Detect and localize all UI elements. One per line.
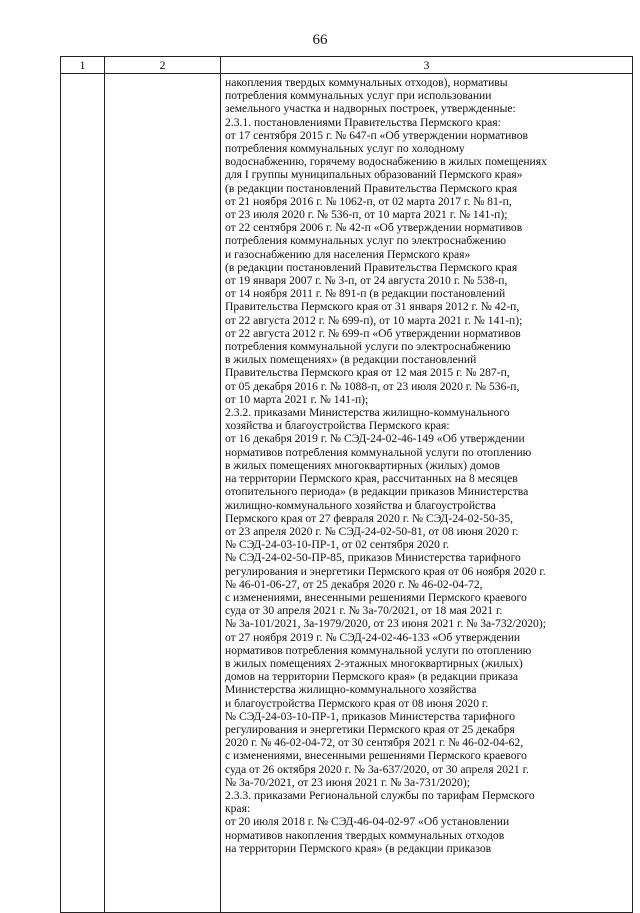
text-line: от 10 марта 2021 г. № 141-п); — [225, 392, 369, 406]
text-line: от 14 ноября 2011 г. № 891-п (в редакции постановлений — [225, 287, 506, 301]
text-line: с изменениями, внесенными решениями Пермского краевого — [225, 590, 527, 604]
text-line: регулирования и энергетики Пермского края от 06 ноября 2020 г. — [225, 564, 546, 578]
text-line: № 46-01-06-27, от 25 декабря 2020 г. № 46-02-04-72, — [225, 577, 483, 591]
text-line: (в редакции постановлений Правительства Пермского края — [225, 181, 518, 195]
column-header-3: 3 — [221, 57, 633, 74]
text-line: в жилых помещениях многоквартирных (жилых) домов — [225, 458, 501, 472]
text-line: № СЭД-24-02-50-ПР-85, приказов Министерства тарифного — [225, 551, 521, 565]
text-line: от 21 ноября 2016 г. № 1062-п, от 02 марта 2017 г. № 81-п, — [225, 194, 512, 208]
text-line: потребления коммунальной услуги по электроснабжению — [225, 340, 511, 354]
text-line: от 20 июля 2018 г. № СЭД-46-04-02-97 «Об установлении — [225, 815, 510, 829]
text-line: накопления твердых коммунальных отходов), нормативы — [225, 76, 508, 89]
page-number: 66 — [312, 32, 328, 48]
text-line: домов на территории Пермского края» (в редакции приказа — [225, 670, 519, 684]
text-line: в жилых помещениях» (в редакции постановлений — [225, 353, 477, 367]
text-line: Пермского края от 27 февраля 2020 г. № СЭД-24-02-50-35, — [225, 511, 514, 525]
text-line: потребления коммунальных услуг при использовании — [225, 89, 492, 103]
column-1-cell — [61, 74, 105, 913]
text-line: на территории Пермского края, рассчитанных на 8 месяцев — [225, 472, 518, 486]
text-line: № СЭД-24-03-10-ПР-1, приказов Министерства тарифного — [225, 709, 516, 723]
text-line: нормативов потребления коммунальной услуги по отоплению — [225, 445, 532, 459]
text-line: № 3а-70/2021, от 23 июня 2021 г. № 3а-731/2020); — [225, 775, 470, 789]
column-header-1: 1 — [61, 57, 105, 74]
text-line: земельного участка и надворных построек, утвержденные: — [225, 102, 516, 116]
text-line: 2.3.1. постановлениями Правительства Пермского края: — [225, 115, 501, 129]
text-line: хозяйства и благоустройства Пермского края: — [225, 419, 450, 433]
text-line: и газоснабжению для населения Пермского края» — [225, 247, 471, 261]
text-line: от 19 января 2007 г. № 3-п, от 24 августа 2010 г. № 538-п, — [225, 274, 508, 288]
text-line: для I группы муниципальных образований Пермского края» — [225, 168, 523, 182]
text-line: от 22 августа 2012 г. № 699-п «Об утверждении нормативов — [225, 326, 521, 340]
text-line: отопительного периода» (в редакции приказов Министерства — [225, 485, 529, 499]
text-line: от 23 апреля 2020 г. № СЭД-24-02-50-81, от 08 июня 2020 г. — [225, 524, 519, 538]
text-line: нормативов накопления твердых коммунальных отходов — [225, 828, 505, 842]
text-line: от 17 сентября 2015 г. № 647-п «Об утверждении нормативов — [225, 128, 528, 142]
text-line: потребления коммунальных услуг по электроснабжению — [225, 234, 507, 248]
text-line: Правительства Пермского края от 12 мая 2015 г. № 287-п, — [225, 366, 510, 380]
text-line: потребления коммунальных услуг по холодному — [225, 142, 465, 156]
column-header-2: 2 — [105, 57, 221, 74]
text-line: суда от 30 апреля 2021 г. № 3а-70/2021, от 18 мая 2021 г. — [225, 604, 503, 618]
text-line: № СЭД-24-03-10-ПР-1, от 02 сентября 2020 г. — [225, 538, 450, 552]
table-header-row — [61, 57, 633, 74]
text-line: жилищно-коммунального хозяйства и благоустройства — [225, 498, 496, 512]
text-line: водоснабжению, горячему водоснабжению в жилых помещениях — [225, 155, 547, 169]
text-line: 2.3.2. приказами Министерства жилищно-коммунального — [225, 406, 510, 420]
text-line: Министерства жилищно-коммунального хозяйства — [225, 683, 477, 697]
column-3-cell — [221, 74, 633, 913]
text-line: 2020 г. № 46-02-04-72, от 30 сентября 2021 г. № 46-02-04-62, — [225, 736, 524, 750]
text-line: с изменениями, внесенными решениями Пермского краевого — [225, 749, 527, 763]
text-line: № 3а-101/2021, 3а-1979/2020, от 23 июня 2021 г. № 3а-732/2020); — [225, 617, 546, 631]
text-line: суда от 26 октября 2020 г. № 3а-637/2020, от 30 апреля 2021 г. — [225, 762, 529, 776]
text-line: от 23 июля 2020 г. № 536-п, от 10 марта 2021 г. № 141-п); — [225, 208, 508, 222]
text-line: регулирования и энергетики Пермского края от 25 декабря — [225, 722, 515, 736]
text-line: от 22 августа 2012 г. № 699-п), от 10 марта 2021 г. № 141-п); — [225, 313, 523, 327]
text-line: в жилых помещениях 2-этажных многоквартирных (жилых) — [225, 656, 523, 670]
text-line: Правительства Пермского края от 31 января 2012 г. № 42-п, — [225, 300, 520, 314]
text-line: и благоустройства Пермского края от 08 июня 2020 г. — [225, 696, 489, 710]
text-line: на территории Пермского края» (в редакции приказов — [225, 841, 492, 855]
table-row — [61, 74, 633, 913]
column-3-text — [221, 74, 632, 855]
text-line: 2.3.3. приказами Региональной службы по тарифам Пермского — [225, 788, 535, 802]
text-line: края: — [225, 802, 251, 816]
text-line: (в редакции постановлений Правительства Пермского края — [225, 260, 518, 274]
text-line: от 05 декабря 2016 г. № 1088-п, от 23 июля 2020 г. № 536-п, — [225, 379, 520, 393]
column-2-cell — [105, 74, 221, 913]
text-line: от 22 сентября 2006 г. № 42-п «Об утверждении нормативов — [225, 221, 523, 235]
text-line: от 27 ноября 2019 г. № СЭД-24-02-46-133 «Об утверждении — [225, 630, 521, 644]
text-line: от 16 декабря 2019 г. № СЭД-24-02-46-149 «Об утверждении — [225, 432, 525, 446]
text-line: нормативов потребления коммунальной услуги по отоплению — [225, 643, 532, 657]
document-table — [60, 56, 633, 913]
